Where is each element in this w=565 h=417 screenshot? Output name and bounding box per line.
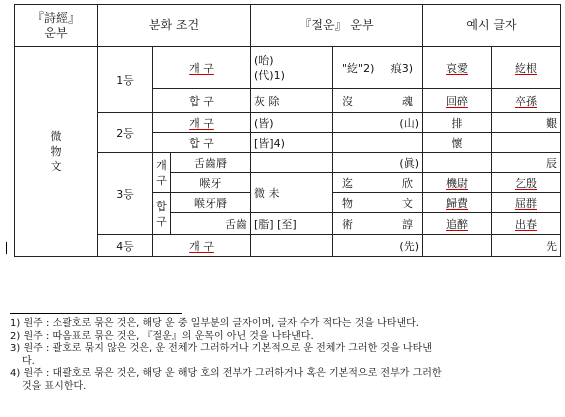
footnote-1: 1) 원주 : 소괄호로 묶은 것은, 해당 운 중 일부분의 글자이며, 글자 수가 적다는 것을 나타낸다.: [10, 318, 419, 329]
g1-open-cond: [153, 47, 251, 89]
g2-closed-q2: [333, 133, 423, 153]
g3-closed-a-ex1-text: 歸費: [446, 196, 468, 210]
grade-2: 2등: [98, 113, 153, 153]
footnote-3-cont: 다.: [22, 355, 35, 367]
footnote-4-cont: 것을 표시한다.: [22, 380, 87, 392]
group-char-1: 微: [50, 130, 62, 143]
g3-closed-b-q1: [脂] [至]: [251, 213, 333, 235]
g3-open-b-q2b: 欣: [402, 176, 413, 190]
g3-closed-a-ex2-text: 屈群: [515, 196, 537, 210]
g3-open-b-ex1-text: 機尉: [446, 176, 468, 190]
header-examples: 예시 글자: [423, 5, 561, 47]
header-rhyme-group-line1: 『詩經』: [31, 10, 80, 25]
group-cell: [15, 47, 98, 257]
grade-1: 1등: [98, 47, 153, 113]
g4-ex2: 先: [492, 235, 561, 257]
g3-closed-a-q2b: 文: [402, 196, 413, 210]
group-char-2: 物: [50, 145, 62, 158]
g3-sub-1: 舌齒脣: [171, 153, 251, 173]
g3-closed-b-q2: [333, 213, 423, 235]
g1-open-ex1: [423, 47, 492, 89]
g2-open-q1: (皆): [251, 113, 333, 133]
g3-sub-4: 舌齒: [171, 213, 251, 235]
g3-open-b-ex2: [492, 173, 561, 193]
g1-open-q1b: (代)1): [254, 68, 285, 82]
g3-closed-v2: 구: [156, 214, 167, 228]
header-qieyun: 『절운』 운부: [251, 5, 423, 47]
g1-closed-ex1: [423, 89, 492, 113]
g1-closed-q2b: 魂: [402, 94, 413, 108]
g1-closed-ex2: [492, 89, 561, 113]
g3-closed-a-ex2: [492, 193, 561, 213]
rhyme-table: [14, 4, 561, 257]
g3-sub-3: 喉牙脣: [171, 193, 251, 213]
g3-closed-b-ex2: [492, 213, 561, 235]
g3-closed-a-q2: [333, 193, 423, 213]
g3-closed-a-q2a: 物: [342, 196, 353, 210]
g1-open-q2: [333, 47, 423, 89]
footnote-2: 2) 원주 : 따옴표로 묶은 것은, 『절운』의 운목이 아닌 것을 나타낸다.: [10, 330, 314, 342]
g3-open-a-q1: [251, 153, 333, 173]
g2-open-cond: [153, 113, 251, 133]
footnotes: [10, 318, 558, 393]
g1-closed-cond: 합 구: [153, 89, 251, 113]
g3-sub-2: 喉牙: [171, 173, 251, 193]
g1-open-ex2-text: 紇根: [515, 61, 537, 75]
g1-closed-ex2-text: 卒孫: [515, 94, 537, 108]
g3-open-a-ex1: [423, 153, 492, 173]
header-rhyme-group-line2: 운부: [44, 25, 68, 40]
g1-open-ex1-text: 哀愛: [446, 61, 468, 75]
g3-mid-q1: 微 未: [251, 173, 333, 213]
g3-open-a-ex2: 辰: [492, 153, 561, 173]
open-label: 개 구: [189, 61, 214, 75]
g2-closed-ex1: 懷: [423, 133, 492, 153]
g1-closed-q1: 灰 除: [251, 89, 333, 113]
g1-open-q1a: (咍): [254, 53, 274, 67]
group-char-3: 文: [50, 160, 62, 173]
g3-closed-v1: 합: [156, 199, 167, 213]
g1-open-q1: [251, 47, 333, 89]
g1-open-q2b: 痕3): [390, 61, 413, 75]
g3-closed-a-ex1: [423, 193, 492, 213]
open-label: 개 구: [189, 116, 214, 130]
g3-closed-b-ex1-text: 追醉: [446, 217, 468, 231]
g3-closed-b-ex2-text: 出春: [515, 217, 537, 231]
header-conditions: 분화 조건: [98, 5, 251, 47]
g4-ex1: [423, 235, 492, 257]
footnote-4: 4) 원주 : 대괄호로 묶은 것은, 해당 운 해당 호의 전부가 그러하거나 혹은 기본적으로 전부가 그러한: [10, 368, 442, 379]
grade-3: 3등: [98, 153, 153, 235]
g2-open-q2: (山): [333, 113, 423, 133]
g2-closed-ex2: [492, 133, 561, 153]
footnote-3: 3) 원주 : 괄호로 묶지 않은 것은, 운 전체가 그러하거나 기본적으로 운 전체가 그러한 것을 나타낸: [10, 343, 432, 354]
g1-closed-ex1-text: 回碎: [446, 94, 468, 108]
g4-q1: [251, 235, 333, 257]
g1-open-ex2: [492, 47, 561, 89]
g3-open-a-q2: (眞): [333, 153, 423, 173]
g1-closed-q2: [333, 89, 423, 113]
g3-open-v1: 개: [156, 158, 167, 172]
g3-open-b-q2: [333, 173, 423, 193]
header-rhyme-group: [15, 5, 98, 47]
text-cursor: [6, 242, 7, 254]
open-label: 개 구: [189, 239, 214, 253]
g2-open-ex2: 艱: [492, 113, 561, 133]
g3-open-b-q2a: 迄: [342, 176, 353, 190]
g3-closed-b-q2a: 術: [342, 217, 353, 231]
g2-open-ex1: 排: [423, 113, 492, 133]
g3-open-b-ex2-text: 乞殷: [515, 176, 537, 190]
g3-open-b-ex1: [423, 173, 492, 193]
g3-closed-b-q2b: 諄: [402, 217, 413, 231]
g4-cond: [153, 235, 251, 257]
grade-4: 4등: [98, 235, 153, 257]
g3-open-v2: 구: [156, 173, 167, 187]
g3-open-vertical: [153, 153, 171, 193]
g1-closed-q2a: 沒: [342, 94, 353, 108]
g3-closed-b-ex1: [423, 213, 492, 235]
g2-closed-q1: [皆]4): [251, 133, 333, 153]
g2-closed-cond: 합 구: [153, 133, 251, 153]
g1-open-q2a: "紇"2): [342, 61, 375, 75]
footnote-separator: [10, 313, 182, 314]
g3-closed-vertical: [153, 193, 171, 235]
g4-q2: (先): [333, 235, 423, 257]
